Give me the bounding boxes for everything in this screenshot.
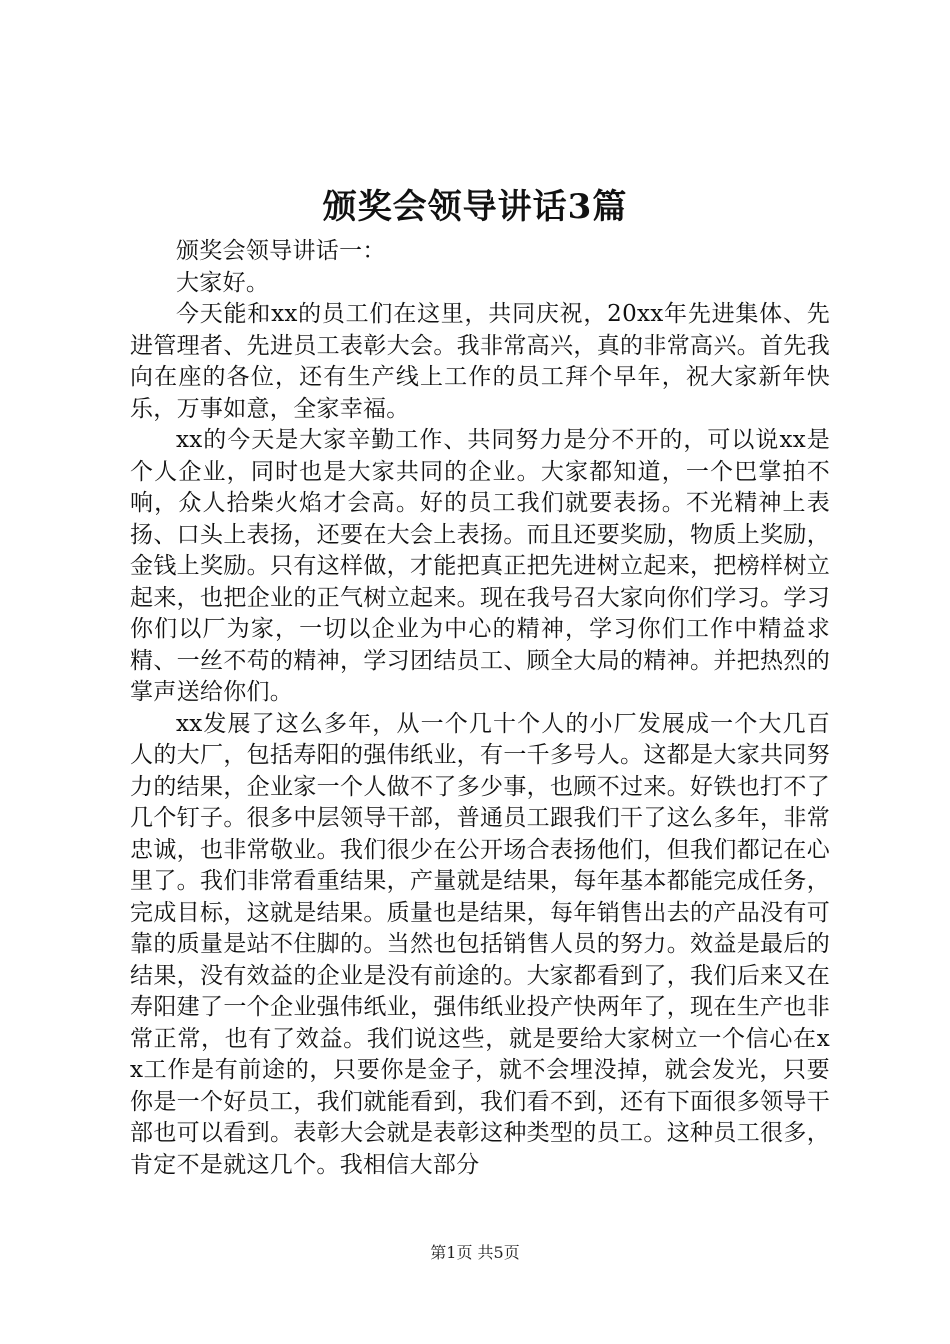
- page-number: 第1页 共5页: [430, 1243, 520, 1262]
- document-body: [130, 236, 830, 1181]
- paragraph: 今天能和xx的员工们在这里，共同庆祝，20xx年先进集体、先进管理者、先进员工表彰大会。我非常高兴，真的非常高兴。首先我向在座的各位，还有生产线上工作的员工拜个早年，祝大家新年快乐，万事如意，全家幸福。: [130, 301, 830, 422]
- paragraph-heading: 颁奖会领导讲话一：: [176, 238, 386, 264]
- paragraph: xx发展了这么多年，从一个几十个人的小厂发展成一个大几百人的大厂，包括寿阳的强伟纸业，有一千多号人。这都是大家共同努力的结果，企业家一个人做不了多少事，也顾不过来。好铁也打不了几个钉子。很多中层领导干部，普通员工跟我们干了这么多年，非常忠诚，也非常敬业。我们很少在公开场合表扬他们，但我们都记在心里了。我们非常看重结果，产量就是结果，每年基本都能完成任务，完成目标，这就是结果。质量也是结果，每年销售出去的产品没有可靠的质量是站不住脚的。当然也包括销售人员的努力。效益是最后的结果，没有效益的企业是没有前途的。大家都看到了，我们后来又在寿阳建了一个企业强伟纸业，强伟纸业投产快两年了，现在生产也非常正常，也有了效益。我们说这些，就是要给大家树立一个信心在xx工作是有前途的，只要你是金子，就不会埋没掉，就会发光，只要你是一个好员工，我们就能看到，我们看不到，还有下面很多领导干部也可以看到。表彰大会就是表彰这种类型的员工。这种员工很多，肯定不是就这几个。我相信大部分: [130, 710, 830, 1178]
- document-title: 颁奖会领导讲话3篇: [322, 187, 628, 227]
- paragraph-greeting: 大家好。: [176, 269, 270, 296]
- paragraph: xx的今天是大家辛勤工作、共同努力是分不开的，可以说xx是个人企业，同时也是大家共同的企业。大家都知道，一个巴掌拍不响，众人拾柴火焰才会高。好的员工我们就要表扬。不光精神上表扬、口头上表扬，还要在大会上表扬。而且还要奖励，物质上奖励，金钱上奖励。只有这样做，才能把真正把先进树立起来，把榜样树立起来，也把企业的正气树立起来。现在我号召大家向你们学习。学习你们以厂为家，一切以企业为中心的精神，学习你们工作中精益求精、一丝不苟的精神，学习团结员工、顾全大局的精神。并把热烈的掌声送给你们。: [130, 427, 830, 705]
